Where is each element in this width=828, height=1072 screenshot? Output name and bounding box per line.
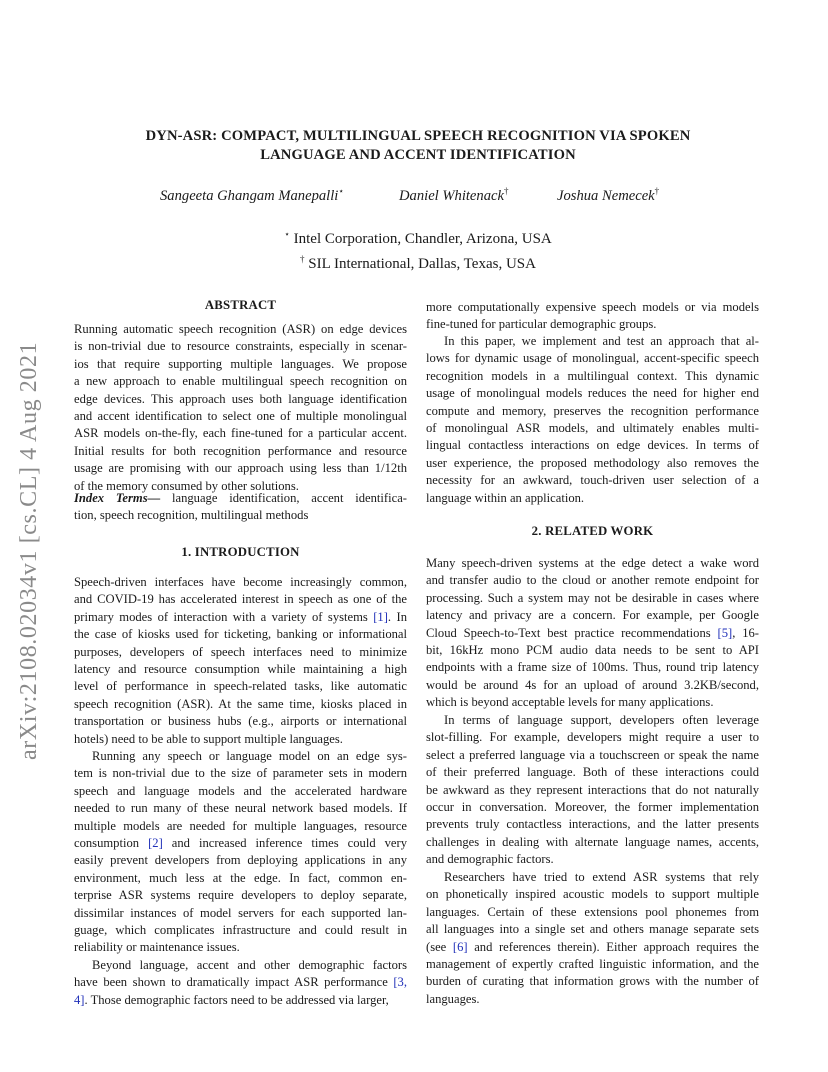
text-line: challenges in dealing with alternate language names, accents, bbox=[426, 834, 759, 849]
text-line: Running any speech or language model on an edge sys- bbox=[92, 749, 407, 763]
paper-title bbox=[88, 127, 748, 165]
text-line: burden of curating that information grows with the number of bbox=[426, 974, 759, 989]
text-line bbox=[426, 625, 759, 642]
author-affiliation-mark: ⋆ bbox=[338, 186, 344, 196]
text-line: latency and resource consumption while maintaining a high bbox=[74, 662, 407, 677]
text-line: multiple models are needed for multiple languages, resource bbox=[74, 818, 407, 833]
text-line: Researchers have tried to extend ASR systems that rely bbox=[444, 870, 759, 884]
text-line: Initial results for both recognition performance and resource bbox=[74, 443, 407, 458]
text-line: and accent identification to select one of multiple monolingual bbox=[74, 409, 407, 424]
affiliation-mark: ⋆ bbox=[284, 229, 290, 239]
author bbox=[160, 186, 344, 205]
text-span: . Those demographic factors need to be addressed via larger, bbox=[84, 992, 389, 1007]
text-line: be awkward as they represent interactions that do not naturally bbox=[426, 782, 759, 797]
citation-link[interactable]: [3, bbox=[393, 975, 407, 990]
text-line: tem is non-trivial due to the size of parameter sets in modern bbox=[74, 766, 407, 781]
text-line: language within an application. bbox=[426, 490, 585, 505]
affiliation-text: SIL International, Dallas, Texas, USA bbox=[304, 256, 536, 272]
text-line: Speech-driven interfaces have become increasingly common, bbox=[74, 575, 407, 589]
index-terms-label: Index Terms— bbox=[74, 491, 161, 505]
text-line: environment, much less at the edge. In fact, common en- bbox=[74, 870, 407, 885]
text-line bbox=[74, 609, 407, 626]
text-line: edge devices. This approach uses both language identification bbox=[74, 391, 407, 406]
intro-paragraph-4 bbox=[426, 333, 759, 507]
text-span: primary modes of interaction with a variety of systems bbox=[74, 609, 374, 624]
text-span: and increased inference times could very bbox=[162, 836, 407, 851]
text-span: have been shown to dramatically impact ASR performance bbox=[74, 975, 394, 990]
text-line: transportation or business hubs (e.g., airports or international bbox=[74, 714, 407, 729]
text-line: languages. bbox=[426, 991, 480, 1006]
text-line bbox=[74, 835, 407, 852]
text-line: usage of monolingual models reduces the need for higher end bbox=[426, 386, 759, 401]
abstract-text bbox=[74, 321, 407, 495]
text-line: level of performance in speech-related tasks, like automatic bbox=[74, 679, 407, 694]
text-line: easily prevent developers from deploying applications in any bbox=[74, 853, 407, 868]
text-line: terprise ASR systems require developers to deploy separate, bbox=[74, 888, 407, 903]
text-line: guage, which complicates infrastructure and could result in bbox=[74, 923, 407, 938]
text-line: of the memory consumed by other solutions. bbox=[74, 478, 299, 493]
citation-link[interactable]: [2] bbox=[148, 836, 163, 851]
citation-link[interactable]: [1] bbox=[373, 609, 388, 624]
text-line: latency and privacy are a concern. For example, per Google bbox=[426, 608, 759, 623]
affiliation-text: Intel Corporation, Chandler, Arizona, USA bbox=[289, 231, 552, 247]
text-span: consumption bbox=[74, 836, 149, 851]
author-name: Sangeeta Ghangam Manepalli bbox=[160, 187, 339, 204]
text-line: speech and language models and the accelerated hardware bbox=[74, 783, 407, 798]
index-terms-text: language identification, accent identifica- bbox=[160, 491, 407, 505]
text-line bbox=[74, 992, 407, 1009]
text-line: is non-trivial due to resource constraints, especially in scenar- bbox=[74, 339, 407, 354]
text-line: which is beyond acceptable levels for many applications. bbox=[426, 695, 714, 710]
affiliation bbox=[88, 249, 748, 274]
text-line: Running automatic speech recognition (ASR) on edge devices bbox=[74, 322, 407, 336]
intro-paragraph-2 bbox=[74, 748, 407, 957]
text-line: In terms of language support, developers often leverage bbox=[444, 713, 759, 727]
text-span: (see bbox=[426, 939, 453, 954]
related-work-paragraph-2 bbox=[426, 712, 759, 869]
text-line: of their preferred language. Both of these interactions could bbox=[426, 765, 759, 780]
text-line: Beyond language, accent and other demographic factors bbox=[92, 958, 407, 972]
text-line: needed to run many of these neural network based models. If bbox=[74, 801, 407, 816]
related-work-paragraph-3 bbox=[426, 869, 759, 1008]
text-line: management of expertly crafted linguistic information, and the bbox=[426, 957, 759, 972]
affiliation bbox=[88, 224, 748, 249]
text-line: a new approach to enable multilingual speech recognition on bbox=[74, 374, 407, 389]
intro-paragraph-1 bbox=[74, 574, 407, 748]
author-list bbox=[88, 186, 748, 206]
text-line: of monolingual ASR models, and ultimately enables multi- bbox=[426, 421, 759, 436]
author-name: Daniel Whitenack bbox=[399, 187, 504, 204]
text-line: necessity for an awkward, touch-driven user selection of a bbox=[426, 473, 759, 488]
text-span: and references therein). Either approach requires the bbox=[467, 939, 759, 954]
text-line: tion, speech recognition, multilingual methods bbox=[74, 508, 309, 523]
citation-link[interactable]: [5] bbox=[717, 625, 733, 640]
text-line: speech recognition (ASR). At the same time, kiosks placed in bbox=[74, 696, 407, 711]
text-line bbox=[426, 939, 759, 956]
author bbox=[557, 186, 659, 205]
text-line: lows for dynamic usage of monolingual, accent-specific speech bbox=[426, 351, 759, 366]
text-span: , 16- bbox=[732, 625, 759, 640]
citation-link[interactable]: 4] bbox=[74, 992, 85, 1007]
title-line: DYN-ASR: COMPACT, MULTILINGUAL SPEECH RECOGNITION VIA SPOKEN bbox=[145, 128, 691, 144]
text-line: purposes, developers of speech interfaces need to minimize bbox=[74, 644, 407, 659]
author-name: Joshua Nemecek bbox=[557, 187, 655, 204]
related-work-heading: 2. RELATED WORK bbox=[531, 524, 654, 538]
text-line: recognition models in a multilingual context. This dynamic bbox=[426, 368, 759, 383]
text-span: . In bbox=[387, 609, 407, 624]
text-line: fine-tuned for particular demographic groups. bbox=[426, 317, 657, 332]
text-line: processing. Such a system may not be desirable in cases where bbox=[426, 590, 759, 605]
author-affiliation-mark: † bbox=[503, 186, 509, 196]
text-line bbox=[74, 974, 407, 991]
text-line: usage are promising with our approach using less than 1/12th bbox=[74, 461, 407, 476]
author bbox=[399, 186, 508, 205]
text-line: occur in conversation. Moreover, the former implementation bbox=[426, 800, 759, 815]
text-line: and transfer audio to the cloud or another remote endpoint for bbox=[426, 573, 759, 588]
text-line: select a preferred language via a touchscreen or speak the name bbox=[426, 747, 759, 762]
intro-paragraph-3-continued bbox=[426, 299, 759, 334]
author-affiliation-mark: † bbox=[654, 186, 660, 196]
text-line: would be around 4s for an upload of around 3.2KB/second, bbox=[426, 677, 759, 692]
title-line: LANGUAGE AND ACCENT IDENTIFICATION bbox=[260, 147, 576, 163]
text-line: the case of kiosks used for ticketing, banking or informational bbox=[74, 627, 407, 642]
affiliation-mark: † bbox=[300, 254, 305, 264]
text-line: languages. Certain of these extensions pool phonemes from bbox=[426, 904, 759, 919]
text-line: all languages into a single set and others manage separate sets bbox=[426, 922, 759, 937]
text-line: hotels) need to be able to support multiple languages. bbox=[74, 731, 343, 746]
introduction-heading: 1. INTRODUCTION bbox=[181, 545, 300, 559]
related-work-paragraph-1 bbox=[426, 555, 759, 712]
text-line: user experience, the proposed methodology also removes the bbox=[426, 455, 759, 470]
text-line: Many speech-driven systems at the edge detect a wake word bbox=[426, 556, 759, 570]
index-terms bbox=[74, 490, 407, 525]
intro-paragraph-3 bbox=[74, 957, 407, 1009]
citation-link[interactable]: [6] bbox=[452, 939, 468, 954]
text-line: compute and memory, preserves the recognition performance bbox=[426, 403, 759, 418]
text-line: and demographic factors. bbox=[426, 852, 554, 867]
text-line: ASR models on-the-fly, each fine-tuned for a particular accent. bbox=[74, 426, 407, 441]
text-line: reliability or maintenance issues. bbox=[74, 940, 240, 955]
text-line: prevents truly contactless interactions, and the latter presents bbox=[426, 817, 759, 832]
text-line: endpoints with a frame size of 100ms. Thus, round trip latency bbox=[426, 660, 759, 675]
abstract-heading: ABSTRACT bbox=[204, 298, 277, 312]
text-line: and COVID-19 has accelerated interest in speech as one of the bbox=[74, 592, 407, 607]
text-line: on phonetically inspired acoustic models to support multiple bbox=[426, 887, 759, 902]
affiliation-list bbox=[88, 224, 748, 274]
text-line bbox=[74, 490, 407, 507]
text-line: dissimilar instances of model servers for each supported lan- bbox=[74, 905, 407, 920]
text-line: ios that require supporting multiple languages. We propose bbox=[74, 356, 407, 371]
text-line: lingual contactless interactions on edge devices. In terms of bbox=[426, 438, 759, 453]
text-line: In this paper, we implement and test an approach that al- bbox=[444, 334, 759, 348]
text-line: slot-filling. For example, developers might require a user to bbox=[426, 730, 759, 745]
arxiv-identifier: arXiv:2108.02034v1 [cs.CL] 4 Aug 2021 bbox=[16, 341, 42, 760]
text-line: bit, 16kHz mono PCM audio data needs to be sent to API bbox=[426, 643, 759, 658]
text-line: more computationally expensive speech models or via models bbox=[426, 300, 759, 314]
text-span: Cloud Speech-to-Text best practice recommendations bbox=[426, 625, 718, 640]
